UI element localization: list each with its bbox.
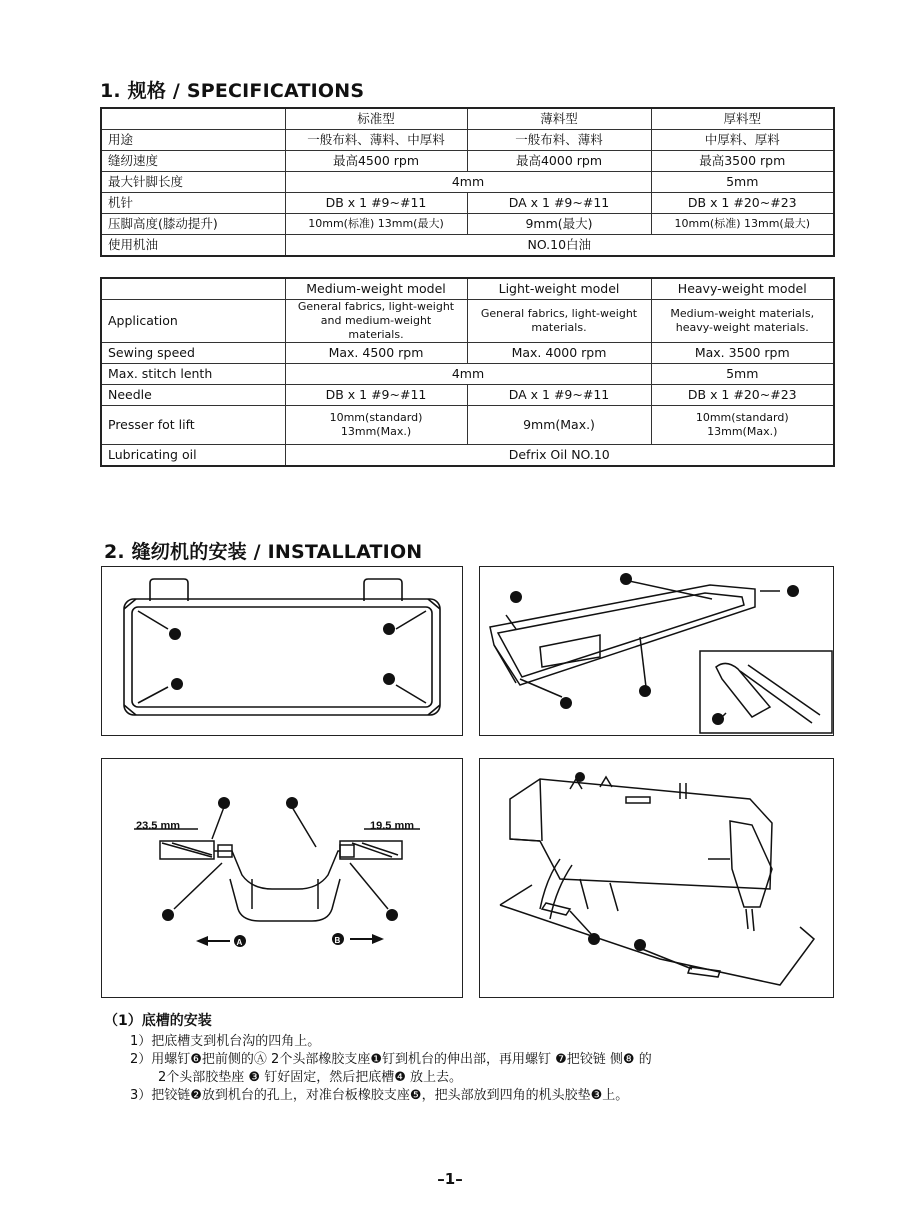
table-cell: 9mm(最大) [467,214,651,235]
table-cell [651,300,834,343]
row-label: 使用机油 [101,235,285,257]
table-cell: 9mm(Max.) [467,406,651,445]
table-header-cell: 厚料型 [651,108,834,130]
figure-cross-section [101,758,463,998]
table-header-row [101,108,834,130]
table-cell: Max. 4500 rpm [285,343,467,364]
figure-table-hinge [479,566,834,736]
instruction-step: 3）把铰链❷放到机台的孔上，对准台板橡胶支座❺，把头部放到四角的机头胶垫❸上。 [130,1088,629,1103]
table-header-cell: Medium-weight model [285,278,467,300]
table-row [101,385,834,406]
row-label: Application [101,300,285,343]
table-cell: 最高4000 rpm [467,151,651,172]
table-cell: Max. 3500 rpm [651,343,834,364]
cell-line: materials. [531,321,587,334]
table-row [101,130,834,151]
table-cell: 5mm [651,364,834,385]
table-cell: 5mm [651,172,834,193]
table-row [101,445,834,467]
cell-line: 10mm(standard) [329,411,423,424]
table-cell [467,300,651,343]
table-header-cell: Light-weight model [467,278,651,300]
cell-line: heavy-weight materials. [675,321,809,334]
specifications-heading: 1. 规格 / SPECIFICATIONS [100,80,365,102]
instructions-title: （1）底槽的安装 [104,1013,212,1029]
table-cell: DB x 1 #20~#23 [651,385,834,406]
table-cell: 最高4500 rpm [285,151,467,172]
table-header-row [101,278,834,300]
table-row [101,172,834,193]
row-label: 机针 [101,193,285,214]
row-label: 用途 [101,130,285,151]
row-label: Sewing speed [101,343,285,364]
table-drawing [480,567,833,735]
table-cell [285,406,467,445]
table-row [101,364,834,385]
table-cell: DB x 1 #9~#11 [285,193,467,214]
table-cell: Max. 4000 rpm [467,343,651,364]
instruction-step: 2）用螺钉❻把前侧的Ⓐ 2个头部橡胶支座❶钉到机台的伸出部，再用螺钉 ❼把铰链 侧❽ 的 [130,1052,652,1067]
cell-line: General fabrics, light-weight [297,300,455,313]
dimension-right: 19.5 mm [370,820,415,832]
page-number: –1– [437,1170,463,1188]
table-row [101,235,834,257]
table-cell: 中厚料、厚料 [651,130,834,151]
row-label: Needle [101,385,285,406]
table-cell: 10mm(标准) 13mm(最大) [285,214,467,235]
row-label: Presser fot lift [101,406,285,445]
row-label: Max. stitch lenth [101,364,285,385]
spec-table-english [100,277,835,467]
table-header-cell: Heavy-weight model [651,278,834,300]
marker-a: A [236,938,243,947]
table-cell-merged: Defrix Oil NO.10 [285,445,834,467]
table-row [101,193,834,214]
table-header-cell: 标准型 [285,108,467,130]
cell-line: 13mm(Max.) [340,425,412,438]
table-row [101,343,834,364]
table-cell: 一般布料、薄料 [467,130,651,151]
cell-line: and medium-weight materials. [320,314,432,341]
machine-drawing [480,759,833,997]
row-label: 缝纫速度 [101,151,285,172]
figure-machine-head [479,758,834,998]
table-cell: DB x 1 #20~#23 [651,193,834,214]
table-cell-merged: 4mm [285,364,651,385]
instruction-step-continued: 2个头部胶垫座 ❸ 钉好固定，然后把底槽❹ 放上去。 [158,1070,462,1085]
table-cell: DA x 1 #9~#11 [467,385,651,406]
dimension-left: 23.5 mm [136,820,181,832]
instruction-step: 1）把底槽支到机台沟的四角上。 [130,1034,321,1049]
table-cell [101,278,285,300]
table-cell: 一般布料、薄料、中厚料 [285,130,467,151]
cross-section-drawing [102,759,462,997]
oil-pan-drawing [102,567,462,735]
row-label: 压脚高度(膝动提升) [101,214,285,235]
table-cell-merged: NO.10白油 [285,235,834,257]
table-cell: 最高3500 rpm [651,151,834,172]
figure-oil-pan-top [101,566,463,736]
table-header-cell: 薄料型 [467,108,651,130]
table-cell [651,406,834,445]
table-row [101,300,834,343]
spec-table-chinese [100,107,835,257]
row-label: 最大针脚长度 [101,172,285,193]
table-cell: DA x 1 #9~#11 [467,193,651,214]
table-row [101,151,834,172]
cell-line: 10mm(standard) [695,411,789,424]
cell-line: 13mm(Max.) [707,425,778,438]
table-cell [285,300,467,343]
table-row [101,406,834,445]
table-cell [101,108,285,130]
installation-heading: 2. 缝纫机的安装 / INSTALLATION [104,541,423,563]
cell-line: Medium-weight materials, [670,307,815,320]
table-cell: 10mm(标准) 13mm(最大) [651,214,834,235]
table-cell-merged: 4mm [285,172,651,193]
marker-b: B [334,936,341,945]
cell-line: General fabrics, light-weight [480,307,638,320]
table-cell: DB x 1 #9~#11 [285,385,467,406]
table-row [101,214,834,235]
row-label: Lubricating oil [101,445,285,467]
